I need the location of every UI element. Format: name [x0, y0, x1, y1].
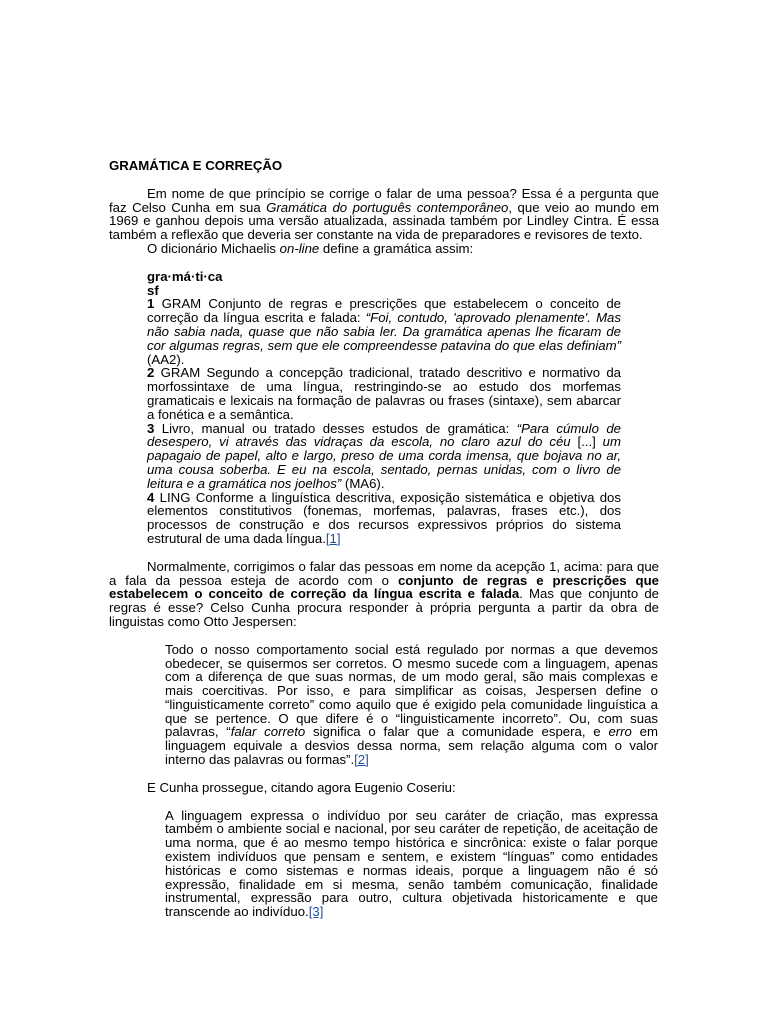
- entry-definition-2: 2 GRAM Segundo a concepção tradicional, tratado descritivo e normativo da morfossintaxe de uma língua, restringindo-se ao estudo dos morfemas gramaticais e lexicais na formação de palavras ou frases (sintaxe), sem abarcar a fonética e a semântica.: [147, 365, 621, 422]
- intro-paragraph-1: Em nome de que princípio se corrige o falar de uma pessoa? Essa é a pergunta que faz Celso Cunha em sua Gramática do português contemporâneo, que veio ao mundo em 1969 e ganhou depois uma versão atualizada, assinada também por Lindley Cintra. É essa também a reflexão que deveria ser constante na vida de preparadores e revisores de texto.: [109, 185, 659, 243]
- document-page: [109, 159, 659, 919]
- entry-definition-3: 3 Livro, manual ou tratado desses estudos de gramática: “Para cúmulo de desespero, vi através das vidraças da escola, no claro azul do céu [...] um papagaio de papel, alto e largo, preso de uma corda imensa, que bojava no ar, uma cousa soberba. E eu na escola, sentado, pernas unidas, com o livro de leitura e a gramática nos joelhos” (MA6).: [147, 420, 622, 491]
- entry-part-of-speech: sf: [147, 282, 159, 298]
- footnote-link-2[interactable]: [2]: [354, 752, 369, 768]
- entry-definition-4: 4 LING Conforme a linguística descritiva, exposição sistemática e objetiva dos elementos constitutivos (fonemas, morfemas, palavras, frases etc.), dos processos de construção e dos recursos expressivos próprios do sistema estrutural de uma dada língua.[1]: [147, 489, 621, 546]
- document-title: GRAMÁTICA E CORREÇÃO: [109, 158, 283, 173]
- entry-headword: gra·má·ti·ca: [147, 268, 223, 284]
- block-quote-2: A linguagem expressa o indivíduo por seu caráter de criação, mas expressa também o ambiente social e nacional, por seu caráter de repetição, de aceitação de uma norma, que é ao mesmo tempo histórica e sincrônica: existe o falar porque existem indivíduos que pensam e sentem, e existem “línguas” como entidades históricas e como sistemas e normas ideais, porque a linguagem não é só expressão, finalidade em si mesma, senão também comunicação, finalidade instrumental, expressão para outro, cultura objetivada historicamente e que transcende ao indivíduo.[3]: [165, 807, 658, 920]
- intro-paragraph-2: O dicionário Michaelis on-line define a gramática assim:: [147, 240, 474, 256]
- footnote-link-1[interactable]: [1]: [325, 530, 341, 546]
- block-quote-1: Todo o nosso comportamento social está regulado por normas a que devemos obedecer, se quisermos ser corretos. O mesmo sucede com a linguagem, apenas com a diferença de que suas normas, de um modo geral, são mais complexas e mais coercitivas. Por isso, e para simplificar as coisas, Jespersen define o “linguisticamente correto” como aquilo que é exigido pela comunidade linguística a que se pertence. O que difere é o “linguisticamente incorreto”. Ou, com suas palavras, “falar correto significa o falar que a comunidade espera, e erro em linguagem equivale a desvios dessa norma, sem relação alguma com o valor interno das palavras ou formas”.[2]: [165, 641, 658, 768]
- entry-definition-1: 1 GRAM Conjunto de regras e prescrições que estabelecem o conceito de correção da língua escrita e falada: “Foi, contudo, 'aprovado plenamente'. Mas não sabia nada, quase que não sabia ler. Da gramática apenas lhe ficaram de cor algumas regras, sem que ele compreendesse patavina do que elas definiam” (AA2).: [147, 296, 621, 367]
- body-paragraph-2: E Cunha prossegue, citando agora Eugenio Coseriu:: [147, 779, 456, 795]
- footnote-link-3[interactable]: [3]: [308, 904, 324, 920]
- body-paragraph-1: Normalmente, corrigimos o falar das pessoas em nome da acepção 1, acima: para que a fala da pessoa esteja de acordo com o conjunto de regras e prescrições que estabelecem o conceito de correção da língua escrita e falada. Mas que conjunto de regras é esse? Celso Cunha procura responder à própria pergunta a partir da obra de linguistas como Otto Jespersen:: [109, 558, 659, 629]
- dictionary-entry: [147, 270, 621, 546]
